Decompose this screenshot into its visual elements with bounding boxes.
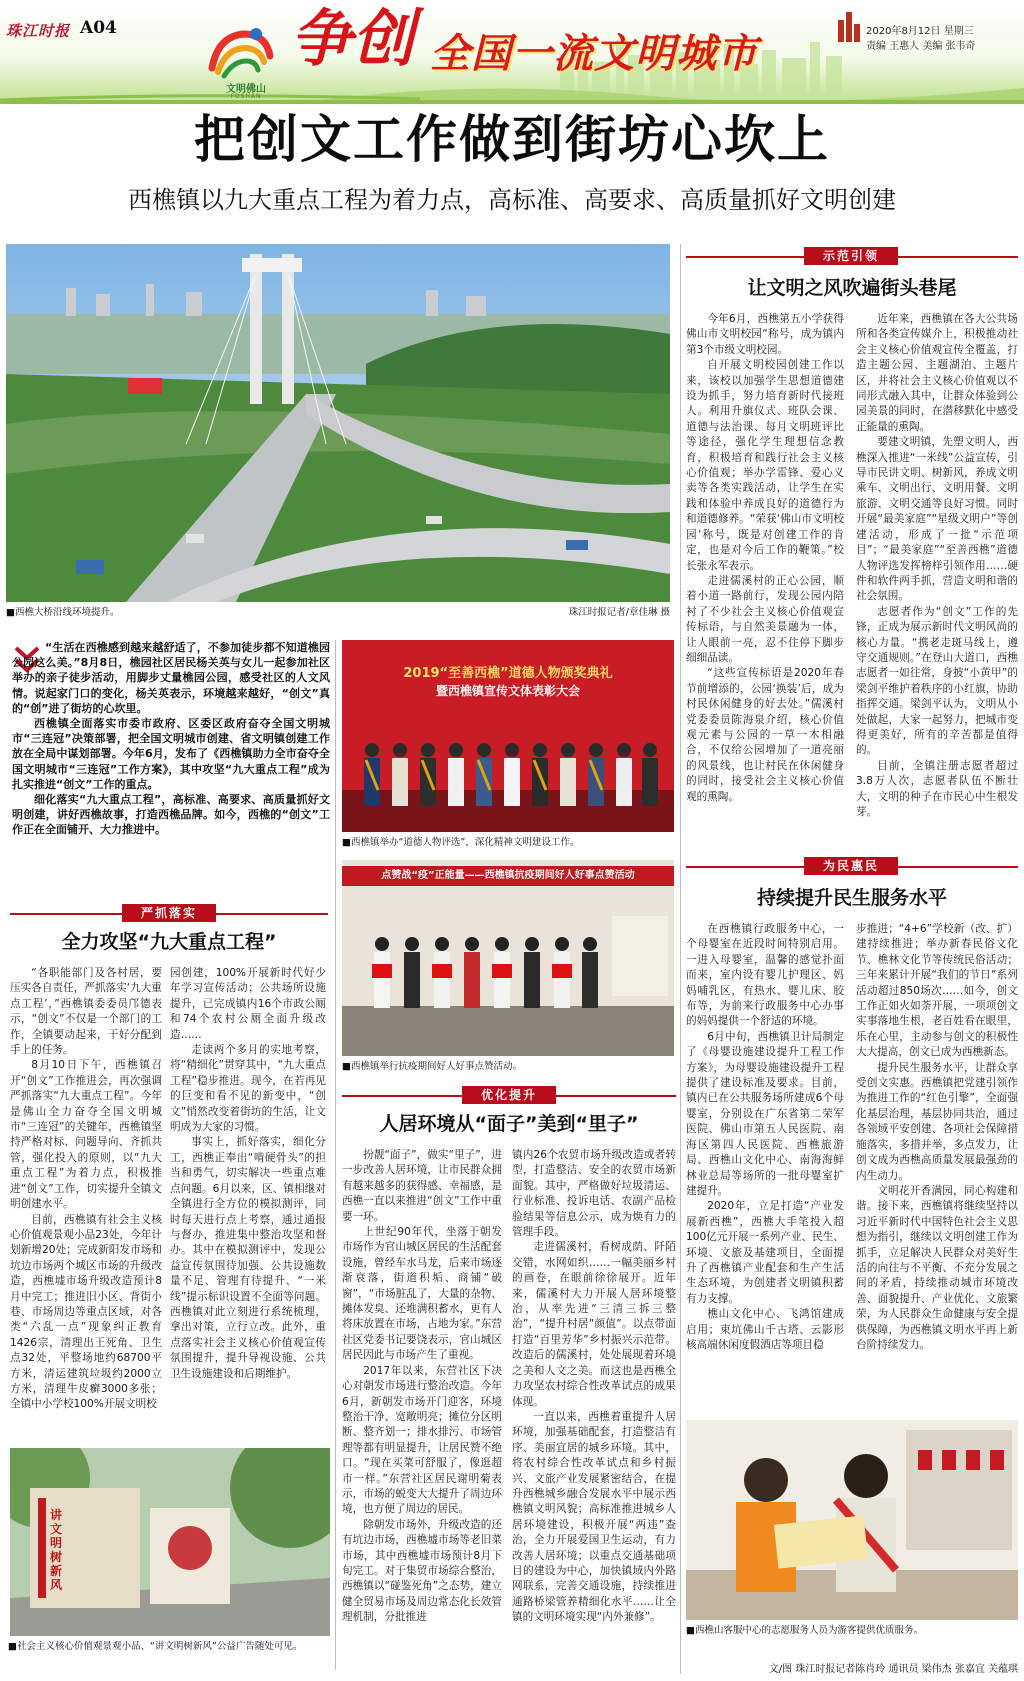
paragraph: 走进儒溪村的正心公园，顺着小道一路前行，发现公园内陪衬了不少社会主义核心价值观宣传标语，与自然美景融为一体，让人眼前一亮，忍不住停下脚步细细品读。	[686, 574, 844, 664]
page-number: A04	[80, 18, 117, 38]
ceremony-banner-line1: 2019“至善西樵”道德人物颁奖典礼	[403, 666, 613, 681]
paragraph: 提升民生服务水平，让群众享受创文实惠。西樵镇把党建引领作为推进工作的“红色引擎”，全面强化基层治理，基层协同共治，通过各领域平安创建、各项社会保障措施落实，多措并举，多点发力，让创文成为西樵高质量发展最强劲的内生动力。	[856, 1061, 1018, 1182]
logo-subtext: FOSHAN	[230, 93, 262, 100]
lead-paragraph: 细化落实“九大重点工程”，高标准、高要求、高质量抓好文明创建，讲好西樵故事，打造西樵品牌。如今，西樵的“创文”工作正在全面铺开、大力推进中。	[12, 793, 330, 837]
paragraph: 步推进；“4+6”学校新（改、扩）建持续推进；举办新春民俗文化节、樵林文化节等传统民俗活动；三年来累计开展“我们的节日”系列活动超过850场次……如今，创文工作正如火如荼开展，一项项创文实事落地生根，老百姓看在眼里，乐在心里，主动参与创文的积极性大大提高，创文已成为西樵新态。	[856, 923, 1018, 1059]
section4-column-2	[856, 922, 1018, 1410]
paragraph: 走进儒溪村，看树成荫、阡陌交错，水网如织……一幅美丽乡村的画卷，在眼前徐徐展开。近年来，儒溪村大力开展人居环境整治，从率先进“三清三拆三整治”，“提升村居”颜值”。以点带面打造“百里芳华”乡村振兴示范带。改造后的儒溪村，处处展现着环境之美和人文之美。而这也是西樵全力攻坚农村综合性改革试点的成果体现。	[512, 1241, 676, 1408]
section3-column-1	[342, 1148, 502, 1676]
paragraph: 要建文明镇，先塑文明人，西樵深入推进“一米线”公益宣传，引导市民讲文明、树新风，养成文明乘车、文明出行、文明用餐、文明旅游、文明交通等良好习惯。同时开展“最美家庭”“星级文明户”等创建活动，形成了一批“示范项目”；“最美家庭”“至善西樵”道德人物评选发挥榜样引领作用……硬件和软件两手抓，营造文明和谐的社会氛围。	[856, 436, 1018, 603]
logo-text: 文明佛山	[226, 84, 266, 95]
volunteers-banner: 点赞战“疫”正能量——西樵镇抗疫期间好人好事点赞活动	[342, 866, 674, 886]
paragraph: 园创建，100%开展新时代好少年学习宣传活动；公共场所设施提升，已完成镇内16个市政公厕和74个农村公厕全面升级改造……	[170, 967, 326, 1041]
bridge-photo-caption: ■西樵大桥沿线环境提升。	[6, 607, 120, 618]
slogan-zhengchuang: 争创	[290, 2, 415, 75]
masthead	[0, 0, 1024, 104]
paragraph: 今年6月，西樵第五小学获得佛山市文明校园“称号，成为镇内第3个市级文明校园。	[686, 313, 844, 356]
paragraph: 镇内26个农贸市场升级改造或者转型，打造整洁、安全的农贸市场新面貌。其中，严格做好垃圾清运、行业标准、投诉电话、农副产品检验结果等信息公示，成为焕有力的管理手段。	[512, 1149, 676, 1239]
paragraph: 樵山文化中心、飞鸿馆建成启用；束坑佛山千古塔、云影形核高端休闲度假酒店等项目稳	[686, 1308, 844, 1351]
paragraph: 志愿者作为“创文”工作的先锋，正成为展示新时代文明风尚的核心力量。“携老走斑马线上，遵守交通规则。”在登山大道口，西樵志愿者一如往常，身披“小黄甲”的梁剑平维护着秩序的小红旗，协助指挥交通。梁剑平认为，文明从小处做起，大家一起努力，把城市变得更美好，所有的辛苦都是值得的。	[856, 605, 1018, 757]
paragraph: 走读两个多月的实地考察，将“精细化”贯穿其中，“九大重点工程”稳步推进。现今，在若再见的巨变和看不见的新变中，“创文”悄然改变着街坊的生活，让文明成为大家的习惯。	[170, 1044, 326, 1134]
paragraph: 自开展文明校园创建工作以来，该校以加强学生思想道德建设为抓手，努力培育新时代接班人。利用升旗仪式、班队会课、道德与法治课、每月文明班评比等途径，强化学生理想信念教育，积极培育和践行社会主义核心价值观；举办学雷锋、爱心义卖等各类实践活动，让学生在实践和体验中养成良好的道德行为和道德修养。“荣获‘佛山市文明校园’称号，既是对创建工作的肯定，也是对今后工作的鞭策。”校长张永军表示。	[686, 359, 844, 572]
ceremony-photo-caption: ■西樵镇举办“道德人物评选”，深化精神文明建设工作。	[342, 837, 580, 848]
paragraph: 2020年，立足打造“产业发展新西樵”，西樵大手笔投入超100亿元开展一系列产业、民生、环境、文旅及基建项目，全面提升了西樵镇产业配套和生产生活生态环境，为创建者文明镇积蓄有力支撑。	[686, 1200, 844, 1305]
section1-column-1	[10, 966, 162, 1436]
bridge-photo-credit: 珠江时报记者/章佳琳 摄	[568, 607, 670, 618]
sub-headline: 西樵镇以九大重点工程为着力点，高标准、高要求、高质量抓好文明创建	[128, 186, 896, 214]
service-photo-caption: ■西樵山客服中心的志愿服务人员为游客提供优质服务。	[686, 1625, 923, 1636]
volunteers-photo	[342, 860, 674, 1056]
section-label-weiminhuimin: 为民惠民	[804, 857, 898, 875]
billboard-photo	[10, 1448, 330, 1636]
paper-name: 珠江时报	[6, 22, 71, 40]
section-label-youhuatisheng: 优化提升	[462, 1086, 556, 1104]
service-photo	[686, 1420, 1018, 1620]
paragraph: 除朝发市场外，升级改造的还有坑边市场，西樵墟市场等老旧菜市场，其中西樵墟市场预计8月下旬完工。对于集贸市场综合整治，西樵镇以“碰鉴死角”之态势，建立健全贸易市场及周边常态化长效管理机制，分批推进	[342, 1518, 502, 1624]
wenming-foshan-logo	[204, 22, 276, 88]
slogan-text: 全国一流文明城市	[430, 31, 758, 77]
editor-credits: 责编 王惠人 美编 张韦奇	[866, 41, 976, 52]
column-divider	[680, 244, 681, 1674]
section2-column-1	[686, 312, 844, 854]
ceremony-photo	[342, 640, 674, 832]
section-label-yanzhualuoshi: 严抓落实	[122, 904, 216, 922]
paragraph: 8月10日下午，西樵镇召开“创文”工作推进会，再次强调严抓落实“九大重点工程”。今年是佛山全力奋夺全国文明城市“三连冠”的关键年，西樵镇坚持严格对标、问题导向、齐抓共管，强化投入的原则，以“九大重点工程”为着力点，积极推进“创文”工作，切实提升全镇文明创建水平。	[10, 1059, 162, 1211]
paragraph: “这些宣传标语是2020年春节前增添的，公园‘换装’后，成为村民休闲健身的好去处。”儒溪村党委委员陈海泉介绍，核心价值观元素与公园的一草一木相融合，不仅给公园增加了一道亮丽的风景线，也让村民在休闲健身的同时，接受社会主义核心价值观的熏陶。	[686, 667, 844, 803]
award-recipients-illustration	[342, 710, 674, 832]
volunteers-illustration	[342, 886, 674, 1056]
lead-text	[12, 640, 330, 890]
section4-column-1	[686, 922, 844, 1410]
bridge-photo	[6, 244, 670, 602]
paragraph: “各职能部门及各村居，要压实各自责任，严抓落实‘九大重点工程’，”西樵镇委委员邝德表示，“创文”不仅是一个部门的工作，全镇要动起来，干好分配到手上的任务。	[10, 967, 162, 1057]
paragraph: 2017年以来，东营社区下决心对朝发市场进行整治改造。今年6月，新朝发市场开门迎客，环境整治干净、宽敞明亮；摊位分区明断、整齐划一；排水排污、市场管理等都有明显提升，让居民赞不绝口。“现在买菜可舒服了，像逛超市一样。”东营社区居民谢明菊表示，市场的蜕变大大提升了周边环境，也方便了周边的居民。	[342, 1364, 502, 1516]
paragraph: 扮靓“面子”，做实“里子”，进一步改善人居环境，让市民群众拥有越来越多的获得感、幸福感，是西樵一直以来推进“创文”工作中重要一环。	[342, 1149, 502, 1223]
paragraph: 文明花开香满园，同心构建和谐。接下来，西樵镇将继续坚持以习近平新时代中国特色社会主义思想为指引，继续以文明创建工作为抓手，立足解决人民群众对美好生活的向往与不平衡、不充分发展之间的矛盾，持续推动城市环境改善、面貌提升、产业优化、文旅繁荣，为人民群众生命健康与安全提供保障，为西樵镇文明水平再上新台阶持续发力。	[856, 1184, 1018, 1351]
paragraph: 近年来，西樵镇在各大公共场所和各类宣传媒介上，积极推动社会主义核心价值观宣传全覆盖，打造主题公园、主题湖泊、主题片区，并将社会主义核心价值观以不同形式融入其中，让群众体验到公园美景的同时，在潜移默化中感受正能量的熏陶。	[856, 313, 1018, 433]
section3-column-2	[512, 1148, 676, 1676]
paragraph: 目前，全镇注册志愿者超过3.8万人次，志愿者队伍不断壮大，文明的种子在市民心中生根发芽。	[856, 759, 1018, 818]
masthead-divider	[0, 100, 1024, 104]
paragraph: 上世纪90年代，坐落于朝发市场作为官山城区居民的生活配套设施，曾经车水马龙，后来市场逐渐衰落，街道积垢、商铺“破窗”，“市场脏乱了，大量的杂物、摊体发臭、还堆满积蓄水，更有人将床放置在市场，占地为家。”东营社区党委书记要饶表示，官山城区居民因此与市场产生了重视。	[342, 1226, 502, 1362]
section-title-minsheng: 持续提升民生服务水平	[756, 887, 947, 909]
bridge-photo-illustration	[6, 244, 670, 602]
billboard-photo-caption: ■社会主义核心价值观景观小品、“讲文明树新风”公益广告随处可见。	[8, 1641, 303, 1652]
section2-column-2	[856, 312, 1018, 854]
column-divider	[335, 640, 336, 1670]
service-illustration	[686, 1420, 1018, 1620]
paragraph: 一直以来，西樵着重提升人居环境，加强基础配套，打造整洁有序、美丽宜居的城乡环境。其中，将农村综合性改革试点和乡村振兴、文旅产业发展紧密结合，在提升西樵城乡融合发展水平中展示西樵镇文明风貌；高标准推进城乡人居环境建设，积极开展“两违”查治，全力开展爱国卫生运动，有力改善人居环境；以重点交通基础项目的建设为中心，加快镇域内外路网联系，完善交通设施，持续推进通路桥梁管养精细化水平……让全镇的文明环境实现“内外兼修”。	[512, 1410, 676, 1624]
ceremony-banner-line2: 暨西樵镇宣传文体表彰大会	[435, 684, 580, 698]
issue-date: 2020年8月12日 星期三	[866, 26, 974, 37]
section-label-shifanyinling: 示范引领	[804, 247, 898, 265]
lead-paragraph: 西樵镇全面落实市委市政府、区委区政府奋夺全国文明城市“三连冠”决策部署，把全国文明城市创建、省文明镇创建工作放在全局中谋划部署。今年6月，发布了《西樵镇助力全市奋夺全国文明城市“三连冠”工作方案》，其中攻坚“九大重点工程”成为扎实推进“创文”工作的重点。	[12, 717, 330, 791]
article-byline: 文/图 珠江时报记者陈肖玲 通讯员 梁伟杰 张嘉宜 关蕴琪	[768, 1664, 1018, 1675]
section-title-wenmingzhifeng: 让文明之风吹遍街头巷尾	[747, 277, 957, 299]
billboard-sign-text: 讲文明树新风	[50, 1508, 63, 1592]
paragraph: 事实上，抓好落实，细化分工，西樵正奉出“啃硬骨头”的担当和勇气，切实解决一些重点难点问题。6月以来，区、镇相继对全镇进行全方位的模拟测评，同时每天进行点上考察，通过通报与督办，推进集中整治攻坚和督办。其中在模拟测评中，发现公益宣传氛围待加强、公共设施数量不足、管理有待提升、“一米线”提示标识设置不全面等问题。西樵镇对此立刻进行系统梳理，拿出对策，立行立改。此外，重点落实社会主义核心价值观宣传氛围提升，提升导视设施、公共卫生设施建设和后期维护。	[170, 1136, 326, 1380]
section-title-jiudazhongdian: 全力攻坚“九大重点工程”	[61, 931, 277, 953]
section-title-renju: 人居环境从“面子”美到“里子”	[379, 1113, 639, 1135]
paragraph: 6月中旬，西樵镇卫计局制定了《母婴设施建设提升工程工作方案》，为母婴设施建设提升工程提供了建设标准及要求。目前，镇内已在公共服务场所建成6个母婴室，分别设在广东省第二荣军医院、佛山市第五人民医院、南海区第四人民医院、西樵旅游局、西樵山文化中心、南海海鲜林业总局等场所的一批母婴室扩建提升。	[686, 1030, 844, 1197]
paragraph: 目前，西樵镇有社会主义核心价值观景观小品23处，今年计划新增20处；完成新阳发市场和坑边市场两个城区市场的升级改造，西樵墟市场升级改造预计8月中完工；推进旧小区、背街小巷、市场周边等重点区域，对各类“六乱一点”现象纠正教育1426宗，清理出王死角、卫生点32处，平整场地约68700平方米，清运建筑垃圾约2000立方米，清理牛皮癣3000多张；全镇中小学校100%开展文明校	[10, 1213, 162, 1411]
volunteers-photo-caption: ■西樵镇举行抗疫期间好人好事点赞活动。	[342, 1061, 522, 1072]
paragraph: 在西樵镇行政服务中心，一个母婴室在近段时间特别启用。一进入母婴室，温馨的感觉扑面而来，室内设有婴儿护理区、妈妈哺乳区，有热水、婴儿床、胶布等，为前来行政服务中心办事的妈妈提供一个舒适的环境。	[686, 923, 844, 1028]
lead-paragraph: “生活在西樵感到越来越舒适了，不参加徒步都不知道樵园公园这么美。”8月8日，樵园社区居民杨关英与女儿一起参加社区举办的亲子徒步活动，用脚步丈量樵园公园，感受社区的人文风情。说起家门口的变化，杨关英表示，环境越来越好，“创文”真的“创”进了街坊的心坎里。	[12, 641, 330, 715]
main-headline: 把创文工作做到街坊心坎上	[193, 111, 830, 170]
section1-column-2	[170, 966, 326, 1436]
